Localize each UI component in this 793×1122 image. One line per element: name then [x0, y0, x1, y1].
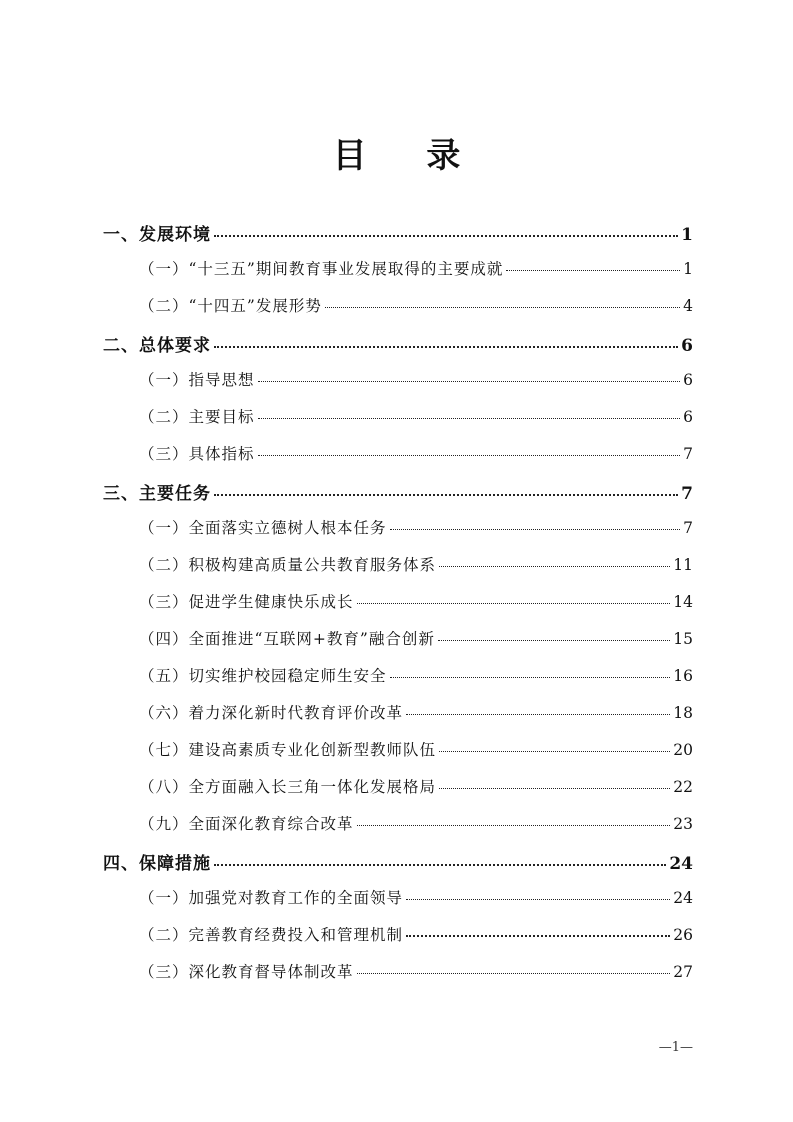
toc-label: （二）完善教育经费投入和管理机制	[139, 926, 404, 944]
toc-entry[interactable]	[139, 442, 693, 470]
toc-label: （一）“十三五”期间教育事业发展取得的主要成就	[139, 260, 504, 278]
footer-page-number: —1—	[658, 1040, 693, 1055]
toc-label: （三）促进学生健康快乐成长	[139, 593, 354, 611]
toc-page-number: 7	[681, 484, 693, 504]
dot-leader	[325, 307, 680, 308]
toc-page-number: 1	[681, 225, 693, 245]
toc-page-number: 15	[673, 630, 693, 648]
dot-leader	[214, 346, 678, 348]
dot-leader	[406, 714, 670, 715]
toc-label: 三、主要任务	[103, 484, 211, 504]
dot-leader	[357, 603, 671, 604]
dot-leader	[258, 418, 681, 419]
toc-entry[interactable]	[139, 553, 693, 581]
dot-leader	[357, 973, 671, 974]
toc-entry[interactable]	[103, 849, 693, 877]
toc-page-number: 23	[673, 815, 693, 833]
toc-page-number: 1	[683, 260, 693, 278]
toc-entry[interactable]	[139, 738, 693, 766]
toc-label: 二、总体要求	[103, 336, 211, 356]
dot-leader	[439, 566, 670, 567]
toc-label: （一）加强党对教育工作的全面领导	[139, 889, 404, 907]
toc-label: 一、发展环境	[103, 225, 211, 245]
toc-entry[interactable]	[139, 923, 693, 951]
dot-leader	[214, 494, 678, 496]
dot-leader	[390, 529, 681, 530]
toc-page-number: 16	[673, 667, 693, 685]
toc-label: （二）主要目标	[139, 408, 255, 426]
dot-leader	[357, 825, 671, 826]
toc-page-number: 22	[673, 778, 693, 796]
toc-label: （四）全面推进“互联网+教育”融合创新	[139, 630, 435, 648]
toc-label: （二）“十四五”发展形势	[139, 297, 322, 315]
toc-page-number: 4	[683, 297, 693, 315]
toc-entry[interactable]	[139, 516, 693, 544]
toc-page-number: 11	[673, 556, 693, 574]
toc-page-number: 24	[673, 889, 693, 907]
page-title: 目 录	[332, 136, 485, 176]
dot-leader	[214, 864, 666, 866]
toc-entry[interactable]	[103, 331, 693, 359]
toc-entry[interactable]	[103, 220, 693, 248]
toc-page-number: 6	[681, 336, 693, 356]
toc-entry[interactable]	[139, 701, 693, 729]
toc-entry[interactable]	[139, 775, 693, 803]
toc-entry[interactable]	[139, 294, 693, 322]
toc-page-number: 6	[683, 408, 693, 426]
toc-entry[interactable]	[139, 405, 693, 433]
dot-leader	[439, 751, 670, 752]
dot-leader	[439, 788, 670, 789]
toc-entry[interactable]	[139, 590, 693, 618]
toc-page-number: 14	[673, 593, 693, 611]
toc-label: （六）着力深化新时代教育评价改革	[139, 704, 404, 722]
dot-leader	[406, 935, 670, 937]
toc-label: （三）深化教育督导体制改革	[139, 963, 354, 981]
toc-page-number: 27	[673, 963, 693, 981]
dot-leader	[258, 381, 681, 382]
toc-label: （二）积极构建高质量公共教育服务体系	[139, 556, 437, 574]
toc-entry[interactable]	[139, 812, 693, 840]
toc-entry[interactable]	[139, 960, 693, 988]
dot-leader	[506, 270, 680, 271]
dot-leader	[438, 640, 670, 641]
toc-entry[interactable]	[103, 479, 693, 507]
toc-page-number: 6	[683, 371, 693, 389]
toc-page-number: 20	[673, 741, 693, 759]
toc-page-number: 7	[683, 519, 693, 537]
toc-entry[interactable]	[139, 627, 693, 655]
dot-leader	[390, 677, 671, 678]
toc-label: （一）指导思想	[139, 371, 255, 389]
toc-label: 四、保障措施	[103, 854, 211, 874]
toc-entry[interactable]	[139, 257, 693, 285]
dot-leader	[258, 455, 681, 456]
toc-label: （五）切实维护校园稳定师生安全	[139, 667, 387, 685]
toc-entry[interactable]	[139, 886, 693, 914]
toc-label: （七）建设高素质专业化创新型教师队伍	[139, 741, 437, 759]
toc-page-number: 18	[673, 704, 693, 722]
dot-leader	[214, 235, 678, 237]
toc-label: （一）全面落实立德树人根本任务	[139, 519, 387, 537]
toc-label: （八）全方面融入长三角一体化发展格局	[139, 778, 437, 796]
toc-page-number: 24	[669, 854, 693, 874]
dot-leader	[406, 899, 670, 900]
toc-entry[interactable]	[139, 664, 693, 692]
toc-page-number: 26	[673, 926, 693, 944]
toc-label: （三）具体指标	[139, 445, 255, 463]
toc-entry[interactable]	[139, 368, 693, 396]
toc-page-number: 7	[683, 445, 693, 463]
toc-label: （九）全面深化教育综合改革	[139, 815, 354, 833]
